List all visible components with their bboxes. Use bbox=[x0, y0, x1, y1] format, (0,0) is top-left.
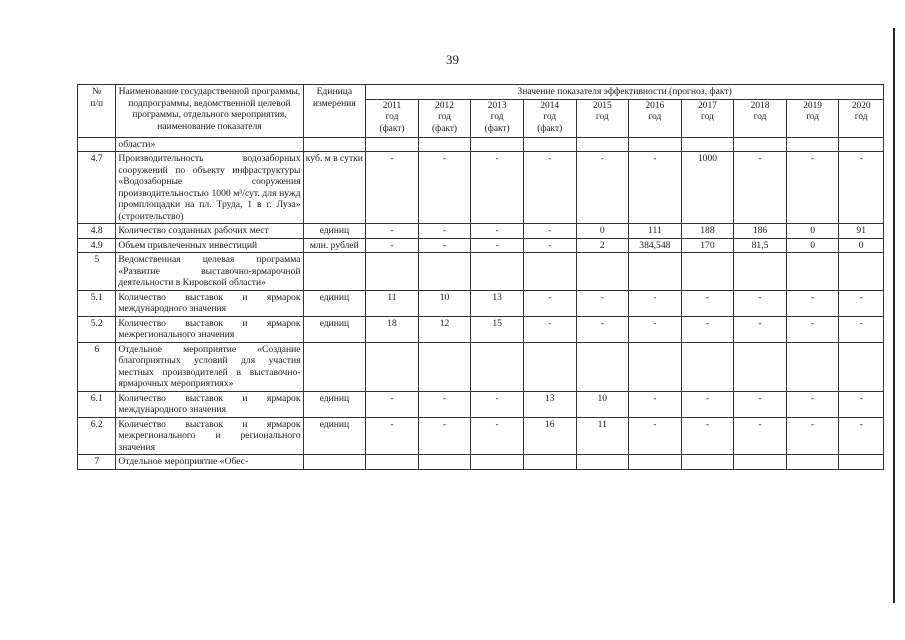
row-value-2013 bbox=[471, 455, 524, 470]
row-value-2011: - bbox=[366, 391, 419, 417]
row-unit bbox=[303, 137, 366, 152]
row-value-2019: - bbox=[786, 391, 839, 417]
header-year-2011 bbox=[366, 99, 419, 137]
header-num: № п/п bbox=[78, 85, 116, 138]
table-row bbox=[78, 238, 884, 253]
header-values-group: Значение показателя эффективности (прогноз, факт) bbox=[366, 85, 884, 100]
row-unit: единиц bbox=[303, 316, 366, 342]
header-year-label: 2019 bbox=[803, 100, 822, 111]
row-value-2014: - bbox=[523, 152, 576, 224]
table-body bbox=[78, 137, 884, 469]
row-value-2014 bbox=[523, 137, 576, 152]
header-year-2016 bbox=[629, 99, 682, 137]
header-year-unit: год bbox=[753, 112, 767, 123]
row-value-2020: 91 bbox=[839, 224, 884, 239]
row-value-2016 bbox=[629, 253, 682, 291]
row-value-2015: 10 bbox=[576, 391, 629, 417]
row-name: Объем привлеченных инвестиций bbox=[116, 238, 303, 253]
header-year-label: 2011 bbox=[382, 100, 402, 111]
row-value-2012: - bbox=[418, 417, 471, 455]
row-value-2014: 13 bbox=[523, 391, 576, 417]
row-value-2012 bbox=[418, 455, 471, 470]
row-value-2013: - bbox=[471, 391, 524, 417]
row-value-2012 bbox=[418, 253, 471, 291]
row-value-2020 bbox=[839, 253, 884, 291]
row-value-2014: - bbox=[523, 316, 576, 342]
row-value-2017: - bbox=[681, 391, 734, 417]
row-value-2018 bbox=[734, 342, 787, 391]
row-unit: млн. рублей bbox=[303, 238, 366, 253]
table-row bbox=[78, 391, 884, 417]
header-year-unit: год bbox=[490, 112, 504, 123]
row-value-2011: - bbox=[366, 417, 419, 455]
row-value-2020: - bbox=[839, 316, 884, 342]
header-year-2020 bbox=[839, 99, 884, 137]
row-value-2020: 0 bbox=[839, 238, 884, 253]
header-year-label: 2018 bbox=[750, 100, 770, 111]
header-year-2015 bbox=[576, 99, 629, 137]
row-value-2015: - bbox=[576, 152, 629, 224]
row-name: области» bbox=[116, 137, 303, 152]
row-value-2012: - bbox=[418, 224, 471, 239]
row-value-2018: 81,5 bbox=[734, 238, 787, 253]
row-unit: куб. м в сутки bbox=[303, 152, 366, 224]
table-row bbox=[78, 290, 884, 316]
row-value-2020 bbox=[839, 455, 884, 470]
header-year-unit: год bbox=[543, 112, 557, 123]
row-name: Отдельное мероприятие «Создание благоприятных условий для участия местных производителей в выставочно-ярмарочных мероприятиях» bbox=[116, 342, 303, 391]
row-value-2011 bbox=[366, 342, 419, 391]
row-value-2015 bbox=[576, 253, 629, 291]
row-value-2013 bbox=[471, 342, 524, 391]
row-unit bbox=[303, 253, 366, 291]
header-year-label: 2020 bbox=[851, 100, 871, 111]
table-row bbox=[78, 455, 884, 470]
row-value-2014 bbox=[523, 455, 576, 470]
row-value-2017: 188 bbox=[681, 224, 734, 239]
row-value-2011: - bbox=[366, 238, 419, 253]
header-year-note: (факт) bbox=[537, 124, 563, 134]
row-unit: единиц bbox=[303, 290, 366, 316]
header-year-unit: год bbox=[806, 112, 819, 123]
header-year-unit: год bbox=[385, 112, 399, 123]
row-unit: единиц bbox=[303, 391, 366, 417]
row-value-2016: - bbox=[629, 290, 682, 316]
row-value-2013: 13 bbox=[471, 290, 524, 316]
row-value-2015: - bbox=[576, 316, 629, 342]
row-value-2016: - bbox=[629, 391, 682, 417]
row-value-2018 bbox=[734, 253, 787, 291]
row-value-2014: 16 bbox=[523, 417, 576, 455]
row-value-2013: - bbox=[471, 417, 524, 455]
row-value-2018: - bbox=[734, 316, 787, 342]
row-value-2016 bbox=[629, 342, 682, 391]
row-value-2020: - bbox=[839, 290, 884, 316]
row-value-2018: 186 bbox=[734, 224, 787, 239]
row-value-2014 bbox=[523, 342, 576, 391]
row-value-2019: - bbox=[786, 290, 839, 316]
row-value-2019: 0 bbox=[786, 238, 839, 253]
row-value-2019 bbox=[786, 137, 839, 152]
header-year-unit: год bbox=[438, 112, 451, 123]
row-value-2017: - bbox=[681, 290, 734, 316]
row-value-2016 bbox=[629, 455, 682, 470]
row-value-2019: - bbox=[786, 316, 839, 342]
row-value-2012: - bbox=[418, 391, 471, 417]
row-unit: единиц bbox=[303, 224, 366, 239]
table-row bbox=[78, 152, 884, 224]
table-row bbox=[78, 224, 884, 239]
header-year-note: (факт) bbox=[484, 124, 510, 134]
row-name: Количество выставок и ярмарок международного значения bbox=[116, 391, 303, 417]
row-value-2012: - bbox=[418, 152, 471, 224]
row-name: Количество созданных рабочих мест bbox=[116, 224, 303, 239]
row-number: 6 bbox=[78, 342, 116, 391]
row-value-2019 bbox=[786, 253, 839, 291]
row-value-2017: - bbox=[681, 417, 734, 455]
row-value-2017: 170 bbox=[681, 238, 734, 253]
row-value-2013: - bbox=[471, 224, 524, 239]
row-value-2017 bbox=[681, 455, 734, 470]
row-value-2011: - bbox=[366, 224, 419, 239]
row-value-2015 bbox=[576, 342, 629, 391]
row-name: Количество выставок и ярмарок межрегионального и регионального значения bbox=[116, 417, 303, 455]
row-name: Количество выставок и ярмарок межрегионального значения bbox=[116, 316, 303, 342]
row-value-2017 bbox=[681, 342, 734, 391]
row-unit bbox=[303, 342, 366, 391]
row-value-2014: - bbox=[523, 290, 576, 316]
page-number: 39 bbox=[446, 52, 459, 67]
header-year-label: 2012 bbox=[435, 100, 454, 111]
row-value-2015 bbox=[576, 137, 629, 152]
row-name: Ведомственная целевая программа «Развитие выставочно-ярмарочной деятельности в Кировской области» bbox=[116, 253, 303, 291]
row-value-2015: 11 bbox=[576, 417, 629, 455]
table-row bbox=[78, 253, 884, 291]
row-number: 4.9 bbox=[78, 238, 116, 253]
header-year-2017 bbox=[681, 99, 734, 137]
row-number: 7 bbox=[78, 455, 116, 470]
header-year-unit: год bbox=[648, 112, 662, 123]
header-year-note: (факт) bbox=[432, 124, 458, 134]
row-number: 4.7 bbox=[78, 152, 116, 224]
header-year-label: 2013 bbox=[487, 100, 507, 111]
efficiency-indicators-table bbox=[77, 84, 884, 470]
row-value-2016: 384,548 bbox=[629, 238, 682, 253]
row-value-2020: - bbox=[839, 417, 884, 455]
row-unit bbox=[303, 455, 366, 470]
row-value-2013: - bbox=[471, 238, 524, 253]
row-value-2011 bbox=[366, 253, 419, 291]
row-number: 4.8 bbox=[78, 224, 116, 239]
row-value-2019: - bbox=[786, 417, 839, 455]
header-year-unit: год bbox=[854, 112, 868, 123]
header-year-label: 2014 bbox=[540, 100, 560, 111]
header-row-group bbox=[78, 85, 884, 100]
row-value-2020: - bbox=[839, 391, 884, 417]
header-year-2013 bbox=[471, 99, 524, 137]
table-row bbox=[78, 316, 884, 342]
header-year-2012 bbox=[418, 99, 471, 137]
table-row bbox=[78, 417, 884, 455]
row-number: 6.2 bbox=[78, 417, 116, 455]
row-value-2018 bbox=[734, 455, 787, 470]
row-value-2016 bbox=[629, 137, 682, 152]
page-edge-rule bbox=[893, 28, 895, 603]
row-number: 5.1 bbox=[78, 290, 116, 316]
row-value-2018: - bbox=[734, 391, 787, 417]
row-value-2019: - bbox=[786, 152, 839, 224]
row-value-2016: - bbox=[629, 152, 682, 224]
row-value-2017: 1000 bbox=[681, 152, 734, 224]
header-year-2018 bbox=[734, 99, 787, 137]
header-year-2019 bbox=[786, 99, 839, 137]
row-value-2016: 111 bbox=[629, 224, 682, 239]
row-value-2011 bbox=[366, 455, 419, 470]
row-value-2012: 12 bbox=[418, 316, 471, 342]
row-number bbox=[78, 137, 116, 152]
row-value-2012 bbox=[418, 342, 471, 391]
row-value-2017 bbox=[681, 253, 734, 291]
header-year-label: 2016 bbox=[645, 100, 665, 111]
row-value-2013 bbox=[471, 253, 524, 291]
row-value-2017 bbox=[681, 137, 734, 152]
row-number: 5 bbox=[78, 253, 116, 291]
table-row bbox=[78, 342, 884, 391]
row-value-2012 bbox=[418, 137, 471, 152]
table-row bbox=[78, 137, 884, 152]
row-value-2018: - bbox=[734, 417, 787, 455]
row-value-2013: - bbox=[471, 152, 524, 224]
row-value-2019 bbox=[786, 455, 839, 470]
row-name: Отдельное мероприятие «Обес- bbox=[116, 455, 303, 470]
row-value-2013 bbox=[471, 137, 524, 152]
row-value-2015: 2 bbox=[576, 238, 629, 253]
row-number: 5.2 bbox=[78, 316, 116, 342]
row-value-2015: - bbox=[576, 290, 629, 316]
row-value-2013: 15 bbox=[471, 316, 524, 342]
header-year-label: 2017 bbox=[698, 100, 717, 111]
header-unit: Единица измерения bbox=[303, 85, 366, 138]
row-value-2014: - bbox=[523, 224, 576, 239]
row-value-2015: 0 bbox=[576, 224, 629, 239]
row-value-2012: - bbox=[418, 238, 471, 253]
row-unit: единиц bbox=[303, 417, 366, 455]
row-value-2014 bbox=[523, 253, 576, 291]
row-value-2011: - bbox=[366, 152, 419, 224]
header-year-note: (факт) bbox=[379, 124, 405, 134]
row-value-2019: 0 bbox=[786, 224, 839, 239]
row-value-2017: - bbox=[681, 316, 734, 342]
row-value-2020: - bbox=[839, 152, 884, 224]
row-value-2018: - bbox=[734, 152, 787, 224]
row-value-2012: 10 bbox=[418, 290, 471, 316]
row-name: Количество выставок и ярмарок международного значения bbox=[116, 290, 303, 316]
row-name: Производительность водозаборных сооружений по объекту инфраструктуры «Водозаборные сооружения производительностью 1000 м³/сут. для нужд промплощадки на пл. Труда, 1 в г. Луза» (строительство) bbox=[116, 152, 303, 224]
header-year-2014 bbox=[523, 99, 576, 137]
row-value-2018: - bbox=[734, 290, 787, 316]
row-value-2011 bbox=[366, 137, 419, 152]
row-value-2016: - bbox=[629, 316, 682, 342]
header-year-unit: год bbox=[701, 112, 714, 123]
row-value-2011: 18 bbox=[366, 316, 419, 342]
header-name: Наименование государственной программы, подпрограммы, ведомственной целевой программы, отдельного мероприятия, наименование показателя bbox=[116, 85, 303, 138]
row-value-2011: 11 bbox=[366, 290, 419, 316]
row-value-2020 bbox=[839, 342, 884, 391]
header-year-label: 2015 bbox=[592, 100, 612, 111]
header-year-unit: год bbox=[595, 112, 609, 123]
row-value-2015 bbox=[576, 455, 629, 470]
row-value-2018 bbox=[734, 137, 787, 152]
row-value-2016: - bbox=[629, 417, 682, 455]
row-value-2019 bbox=[786, 342, 839, 391]
row-value-2014: - bbox=[523, 238, 576, 253]
row-value-2020 bbox=[839, 137, 884, 152]
row-number: 6.1 bbox=[78, 391, 116, 417]
